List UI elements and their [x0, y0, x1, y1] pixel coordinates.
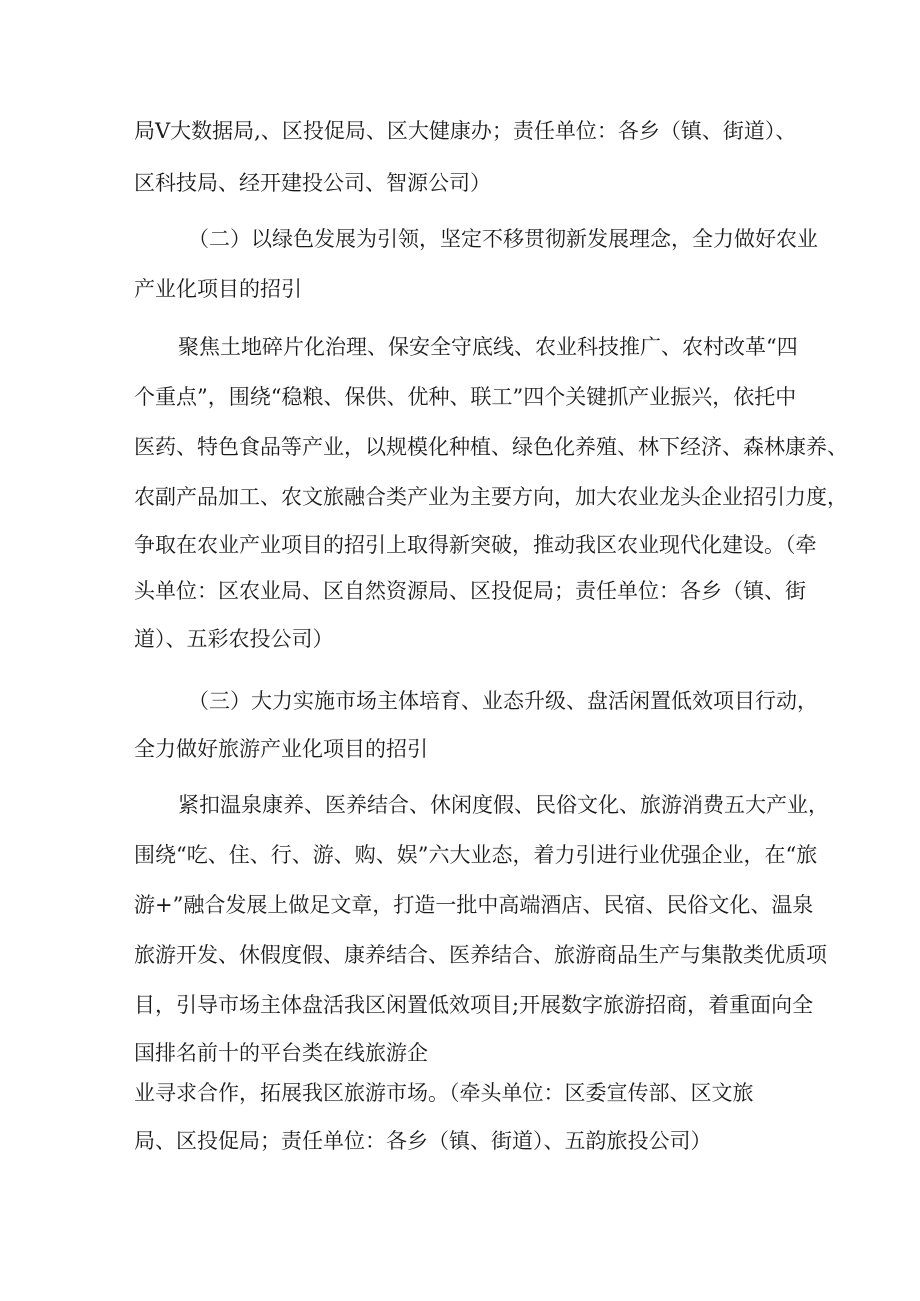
text-line: 国排名前十的平台类在线旅游企 — [134, 1041, 428, 1065]
heading-line: 产业化项目的招引 — [134, 277, 302, 301]
text-line: 围绕“吃、住、行、游、购、娱”六大业态，着力引进行业优强企业，在“旅 — [134, 843, 818, 867]
text-line: 局Ⅴ大数据局,、区投促局、区大健康办；责任单位：各乡（镇、街道）、 — [134, 119, 797, 143]
text-line: 业寻求合作，拓展我区旅游市场。（牵头单位：区委宣传部、区文旅 — [134, 1081, 754, 1105]
text-line: 头单位：区农业局、区自然资源局、区投促局；责任单位：各乡（镇、街 — [134, 579, 806, 603]
text-line: 个重点”，围绕“稳粮、保供、优种、联工”四个关键抓产业振兴，依托中 — [134, 385, 797, 409]
text-line: 聚焦土地碎片化治理、保安全守底线、农业科技推广、农村改革“四 — [178, 335, 798, 359]
text-line: 道）、五彩农投公司） — [134, 627, 334, 651]
text-line: 紧扣温泉康养、医养结合、休闲度假、民俗文化、旅游消费五大产业， — [178, 793, 829, 817]
text-line: 医药、特色食品等产业，以规模化种植、绿色化养殖、林下经济、森林康养、 — [134, 435, 848, 459]
heading-line: 全力做好旅游产业化项目的招引 — [134, 737, 428, 761]
text-line: 目，引导市场主体盘活我区闲置低效项目;开展数字旅游招商，着重面向全 — [134, 993, 814, 1017]
text-line: 局、区投促局；责任单位：各乡（镇、街道）、五韵旅投公司） — [134, 1129, 712, 1153]
text-line: 游+”融合发展上做足文章，打造一批中高端酒店、民宿、民俗文化、温泉 — [134, 893, 814, 917]
text-line: 旅游开发、休假度假、康养结合、医养结合、旅游商品生产与集散类优质项 — [134, 943, 827, 967]
text-line: 争取在农业产业项目的招引上取得新突破，推动我区农业现代化建设。（牵 — [134, 533, 817, 557]
heading-line: （三）大力实施市场主体培育、业态升级、盘活闲置低效项目行动， — [188, 689, 818, 713]
heading-line: （二）以绿色发展为引领，坚定不移贯彻新发展理念，全力做好农业 — [188, 227, 818, 251]
text-line: 区科技局、经开建投公司、智源公司） — [134, 171, 491, 195]
text-line: 农副产品加工、农文旅融合类产业为主要方向，加大农业龙头企业招引力度， — [134, 485, 848, 509]
